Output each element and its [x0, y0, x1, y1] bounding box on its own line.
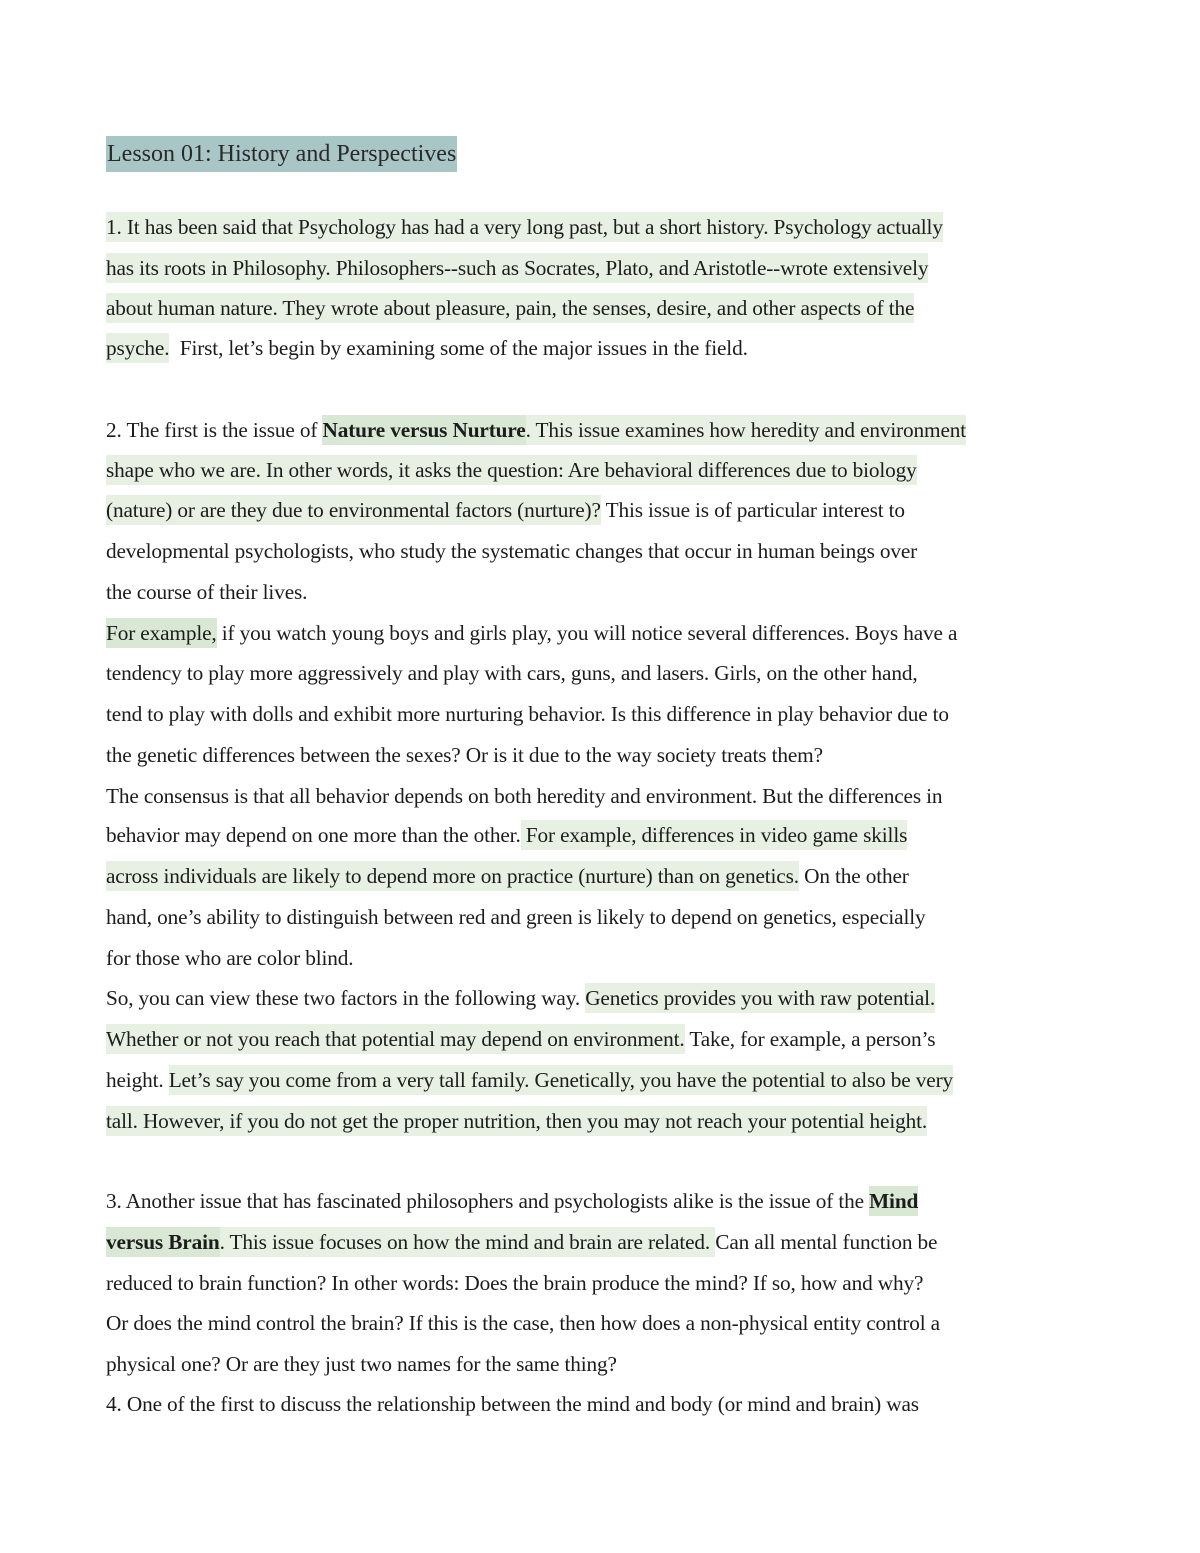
lesson-title: Lesson 01: History and Perspectives	[106, 136, 457, 172]
paragraph-2-line-12	[106, 861, 909, 891]
text-span: behavior may depend on one more than the other.	[106, 823, 521, 847]
text-span: reduced to brain function? In other words: Does the brain produce the mind? If so, how and why?	[106, 1271, 924, 1295]
paragraph-1-line-2	[106, 253, 928, 283]
text-span: Genetics provides you with raw potential.	[585, 983, 935, 1013]
text-span: First, let’s begin by examining some of the major issues in the field.	[169, 336, 748, 360]
text-span: about human nature. They wrote about pleasure, pain, the senses, desire, and other aspects of the	[106, 293, 914, 323]
term-mind-versus-brain: Mind	[869, 1186, 918, 1216]
text-span: The consensus is that all behavior depends on both heredity and environment. But the differences in	[106, 784, 943, 808]
text-span: For example, differences in video game skills	[521, 820, 908, 850]
paragraph-2-line-7	[106, 658, 918, 688]
text-span: Can all mental function be	[715, 1230, 938, 1254]
paragraph-2-line-13	[106, 902, 926, 932]
text-span: 1. It has been said that Psychology has had a very long past, but a short history. Psychology actually	[106, 212, 943, 242]
text-span: tendency to play more aggressively and play with cars, guns, and lasers. Girls, on the other hand,	[106, 661, 918, 685]
text-span: On the other	[798, 864, 909, 888]
text-span: Let’s say you come from a very tall family. Genetically, you have the potential to also be very	[169, 1065, 953, 1095]
text-span: . This issue focuses on how the mind and brain are related.	[220, 1227, 716, 1257]
paragraph-2-line-3	[106, 495, 905, 525]
paragraph-3-line-5	[106, 1349, 617, 1379]
paragraph-1-line-3	[106, 293, 914, 323]
text-span: This issue is of particular interest to	[600, 498, 905, 522]
paragraph-2-line-9	[106, 740, 823, 770]
text-span: across individuals are likely to depend more on practice (nurture) than on genetics.	[106, 861, 799, 891]
paragraph-2-line-11	[106, 820, 907, 850]
text-span: For example,	[106, 618, 217, 648]
text-span: physical one? Or are they just two names for the same thing?	[106, 1352, 617, 1376]
paragraph-3-line-1	[106, 1186, 918, 1216]
text-span: 2. The first is the issue of	[106, 418, 323, 442]
paragraph-4-line-1	[106, 1389, 919, 1419]
text-span: psyche.	[106, 333, 169, 363]
paragraph-2-line-1	[106, 415, 966, 445]
text-span: the genetic differences between the sexes? Or is it due to the way society treats them?	[106, 743, 823, 767]
paragraph-2-line-17	[106, 1065, 953, 1095]
text-span: . This issue examines how heredity and environment	[526, 415, 966, 445]
text-span: 4. One of the first to discuss the relationship between the mind and body (or mind and brain) was	[106, 1392, 919, 1416]
paragraph-2-line-15	[106, 983, 935, 1013]
text-span: (nature) or are they due to environmental factors (nurture)?	[106, 495, 601, 525]
paragraph-2-line-8	[106, 699, 949, 729]
paragraph-2-line-4	[106, 536, 917, 566]
paragraph-1-line-4	[106, 333, 748, 363]
paragraph-2-line-6	[106, 618, 957, 648]
paragraph-2-line-16	[106, 1024, 935, 1054]
text-span: for those who are color blind.	[106, 946, 354, 970]
paragraph-2-line-2	[106, 455, 917, 485]
text-span: the course of their lives.	[106, 580, 308, 604]
term-nature-versus-nurture: Nature versus Nurture	[322, 415, 525, 445]
paragraph-2-line-10	[106, 781, 942, 811]
text-span: 3. Another issue that has fascinated philosophers and psychologists alike is the issue of the	[106, 1189, 870, 1213]
paragraph-3-line-3	[106, 1268, 923, 1298]
text-span: height.	[106, 1068, 169, 1092]
paragraph-2-line-14	[106, 943, 353, 973]
text-span: if you watch young boys and girls play, you will notice several differences. Boys have a	[216, 621, 958, 645]
text-span: Or does the mind control the brain? If this is the case, then how does a non-physical entity control a	[106, 1311, 940, 1335]
text-span: developmental psychologists, who study the systematic changes that occur in human beings over	[106, 539, 918, 563]
text-span: Whether or not you reach that potential may depend on environment.	[106, 1024, 685, 1054]
paragraph-3-line-2	[106, 1227, 937, 1257]
term-mind-versus-brain: versus Brain	[106, 1227, 220, 1257]
paragraph-2-line-5	[106, 577, 307, 607]
text-span: So, you can view these two factors in the following way.	[106, 986, 586, 1010]
text-span: shape who we are. In other words, it asks the question: Are behavioral differences due to biology	[106, 455, 917, 485]
paragraph-2-line-18	[106, 1106, 927, 1136]
text-span: tall. However, if you do not get the proper nutrition, then you may not reach your potential height.	[106, 1106, 927, 1136]
text-span: tend to play with dolls and exhibit more nurturing behavior. Is this difference in play behavior due to	[106, 702, 949, 726]
text-span: hand, one’s ability to distinguish between red and green is likely to depend on genetics, especially	[106, 905, 926, 929]
text-span: Take, for example, a person’s	[684, 1027, 936, 1051]
paragraph-3-line-4	[106, 1308, 940, 1338]
text-span: has its roots in Philosophy. Philosophers--such as Socrates, Plato, and Aristotle--wrote extensively	[106, 253, 928, 283]
paragraph-1-line-1	[106, 212, 943, 242]
